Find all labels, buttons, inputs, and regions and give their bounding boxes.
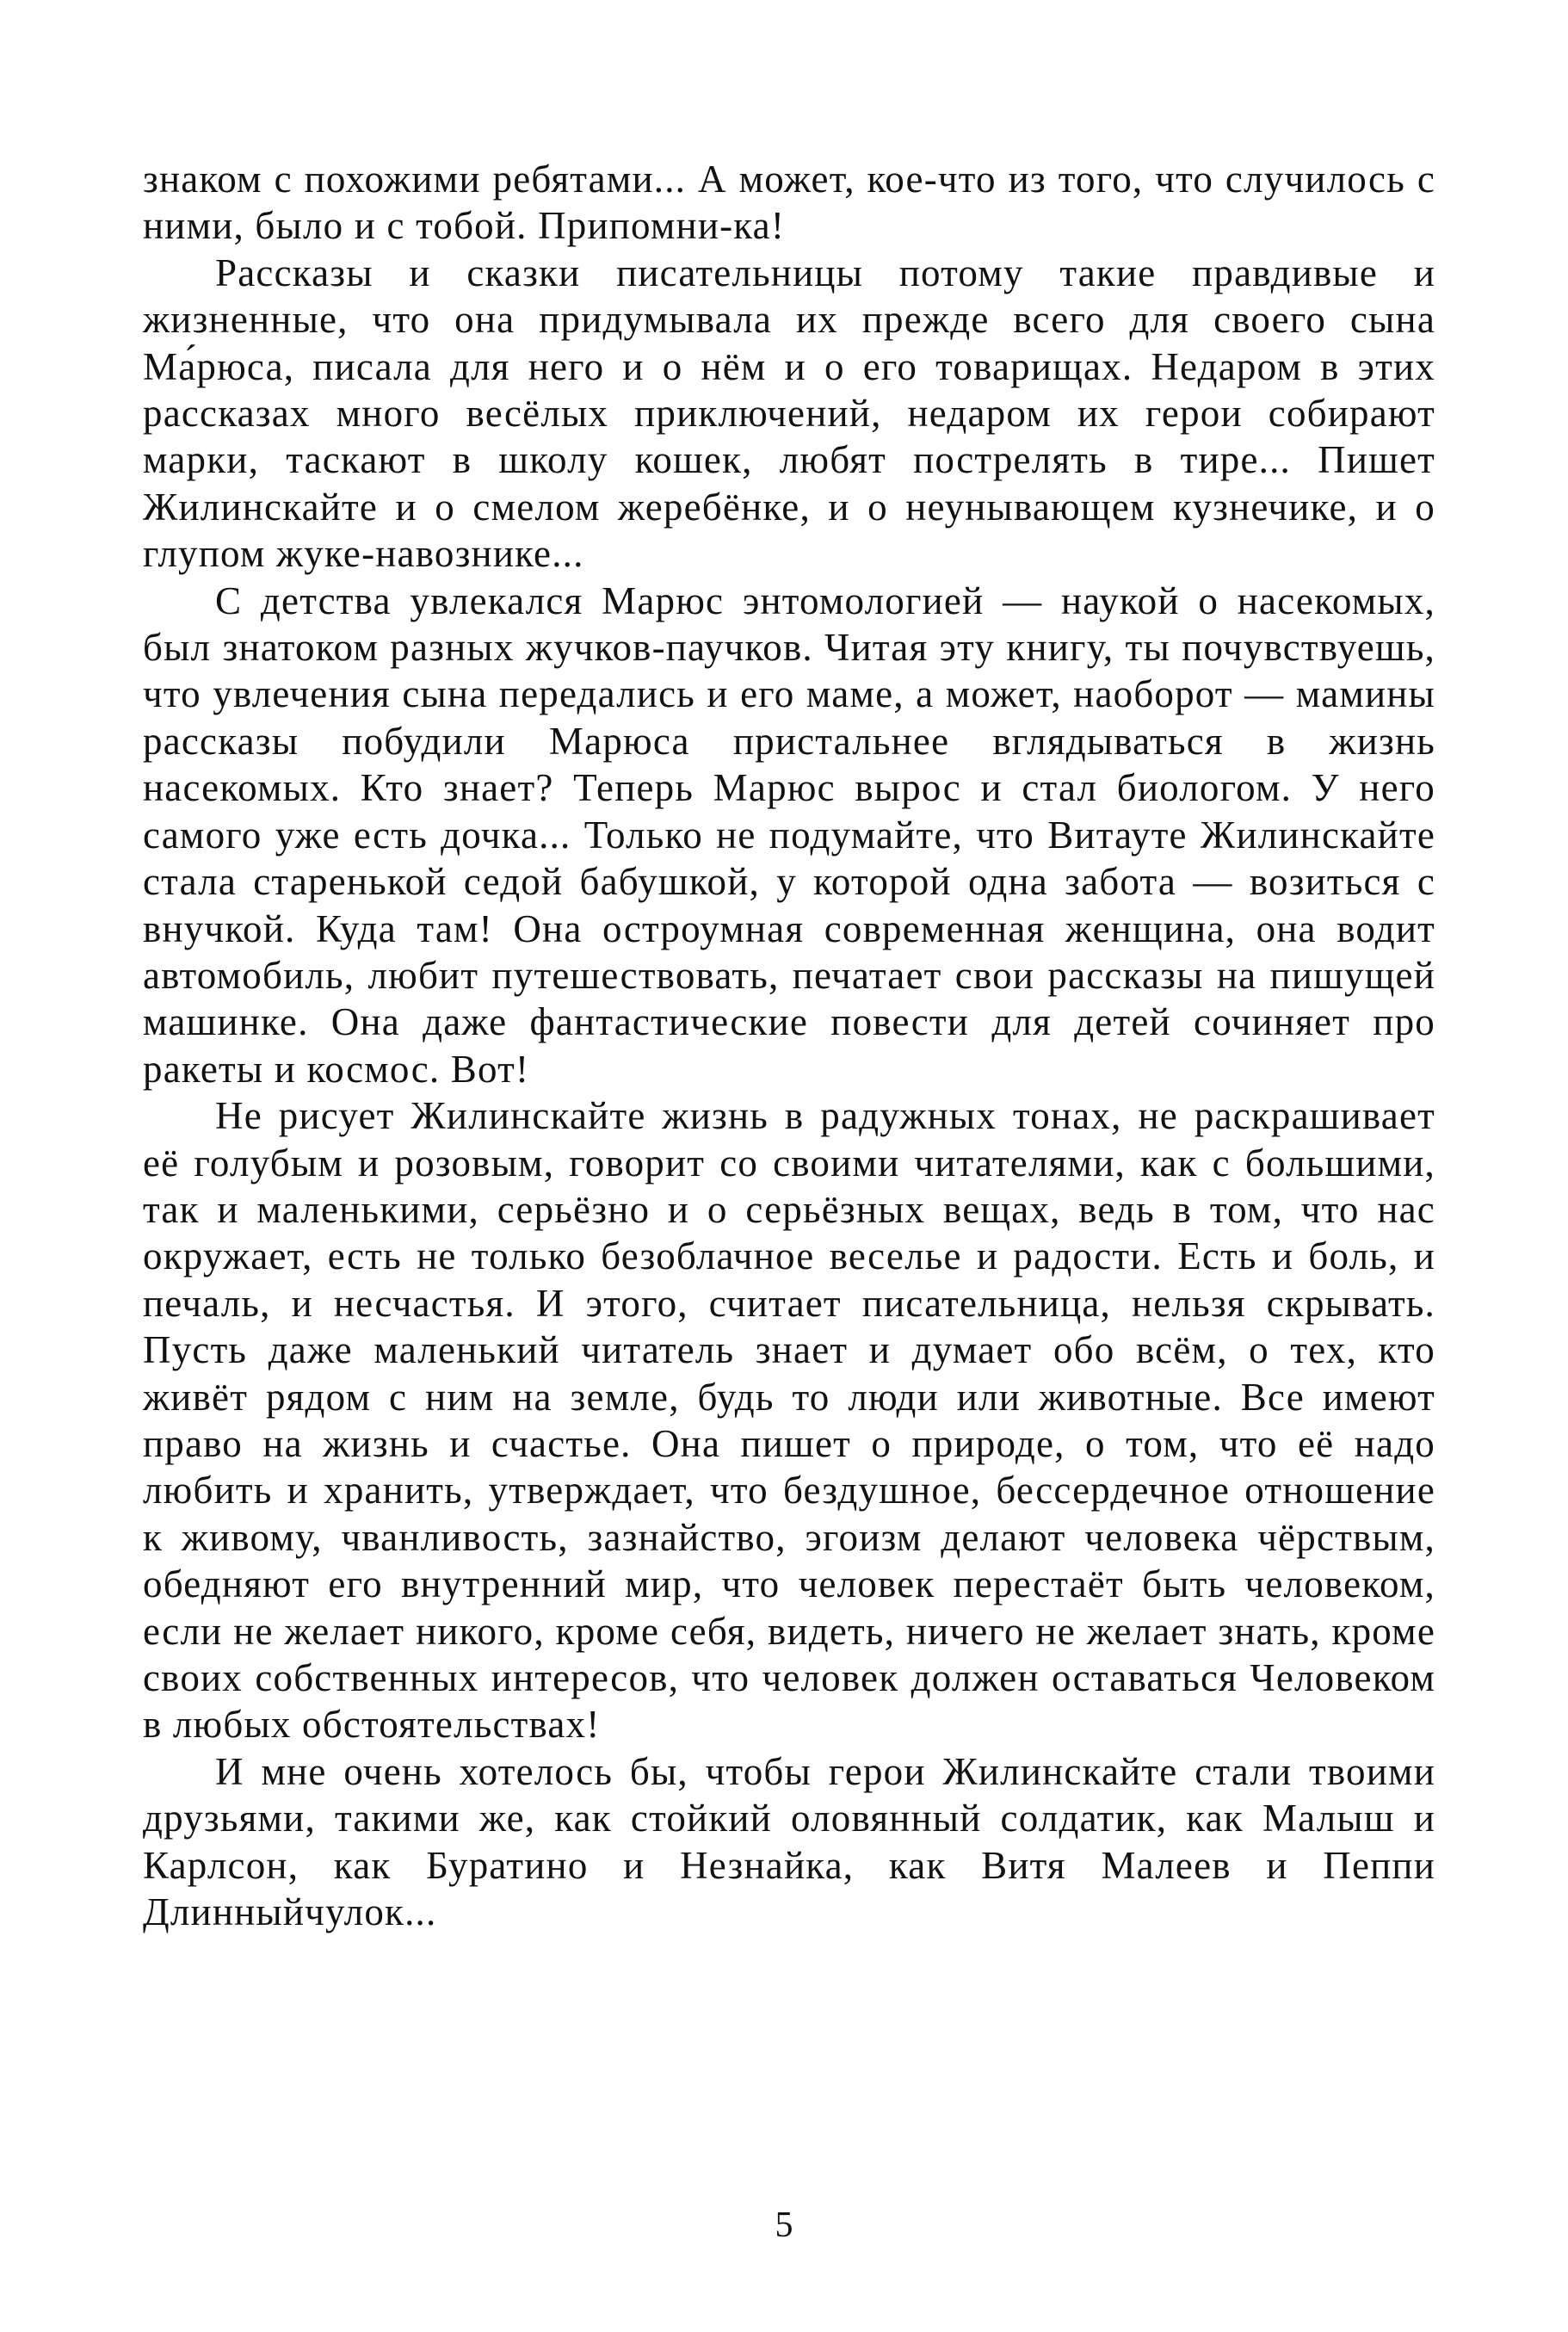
paragraph-friends: И мне очень хотелось бы, чтобы герои Жилинскайте стали твоими друзьями, такими же, как стойкий оловянный солдатик, как Малыш и Карлсон, как Буратино и Незнайка, как Витя Малеев и Пеппи Длинныйчулок...	[143, 1749, 1435, 1934]
paragraph-serious-things: Не рисует Жилинскайте жизнь в радужных тонах, не раскрашивает её голубым и розовым, говорит со своими читателями, как с большими, так и маленькими, серьёзно и о серьёзных вещах, ведь в том, что нас окружает, есть не только безоблачное веселье и радости. Есть и боль, и печаль, и несчастья. И этого, считает писательница, нельзя скрывать. Пусть даже маленький читатель знает и думает обо всём, о тех, кто живёт рядом с ним на земле, будь то люди или животные. Все имеют право на жизнь и счастье. Она пишет о природе, о том, что её надо любить и хранить, утверждает, что бездушное, бессердечное отношение к живому, чванливость, зазнайство, эгоизм делают человека чёрствым, обедняют его внутренний мир, что человек перестаёт быть человеком, если не желает никого, кроме себя, видеть, ничего не желает знать, кроме своих собственных интересов, что человек должен оставаться Человеком в любых обстоятельствах!	[143, 1094, 1435, 1747]
paragraph-entomology: С детства увлекался Марюс энтомологией — наукой о насекомых, был знатоком разных жучков-паучков. Читая эту книгу, ты почувствуешь, что увлечения сына передались и его маме, а может, наоборот — мамины рассказы побудили Марюса пристальнее вглядываться в жизнь насекомых. Кто знает? Теперь Марюс вырос и стал биологом. У него самого уже есть дочка... Только не подумайте, что Витауте Жилинскайте стала старенькой седой бабушкой, у которой одна забота — возиться с внучкой. Куда там! Она остроумная современная женщина, она водит автомобиль, любит путешествовать, печатает свои рассказы на пишущей машинке. Она даже фантастические повести для детей сочиняет про ракеты и космос. Вот!	[143, 578, 1435, 1091]
page-number: 5	[775, 2205, 793, 2245]
body-text	[143, 156, 1435, 1935]
paragraph-continuation: знаком с похожими ребятами... А может, кое-что из того, что случилось с ними, было и с тобой. Припомни-ка!	[143, 158, 1435, 248]
paragraph-stories-son: Рассказы и сказки писательницы потому такие правдивые и жизненные, что она придумывала их прежде всего для своего сына Ма́рюса, писала для него и о нём и о его товарищах. Недаром в этих рассказах много весёлых приключений, недаром их герои собирают марки, таскают в школу кошек, любят пострелять в тире... Пишет Жилинскайте и о смелом жеребёнке, и о неунывающем кузнечике, и о глупом жуке-навознике...	[143, 251, 1435, 576]
